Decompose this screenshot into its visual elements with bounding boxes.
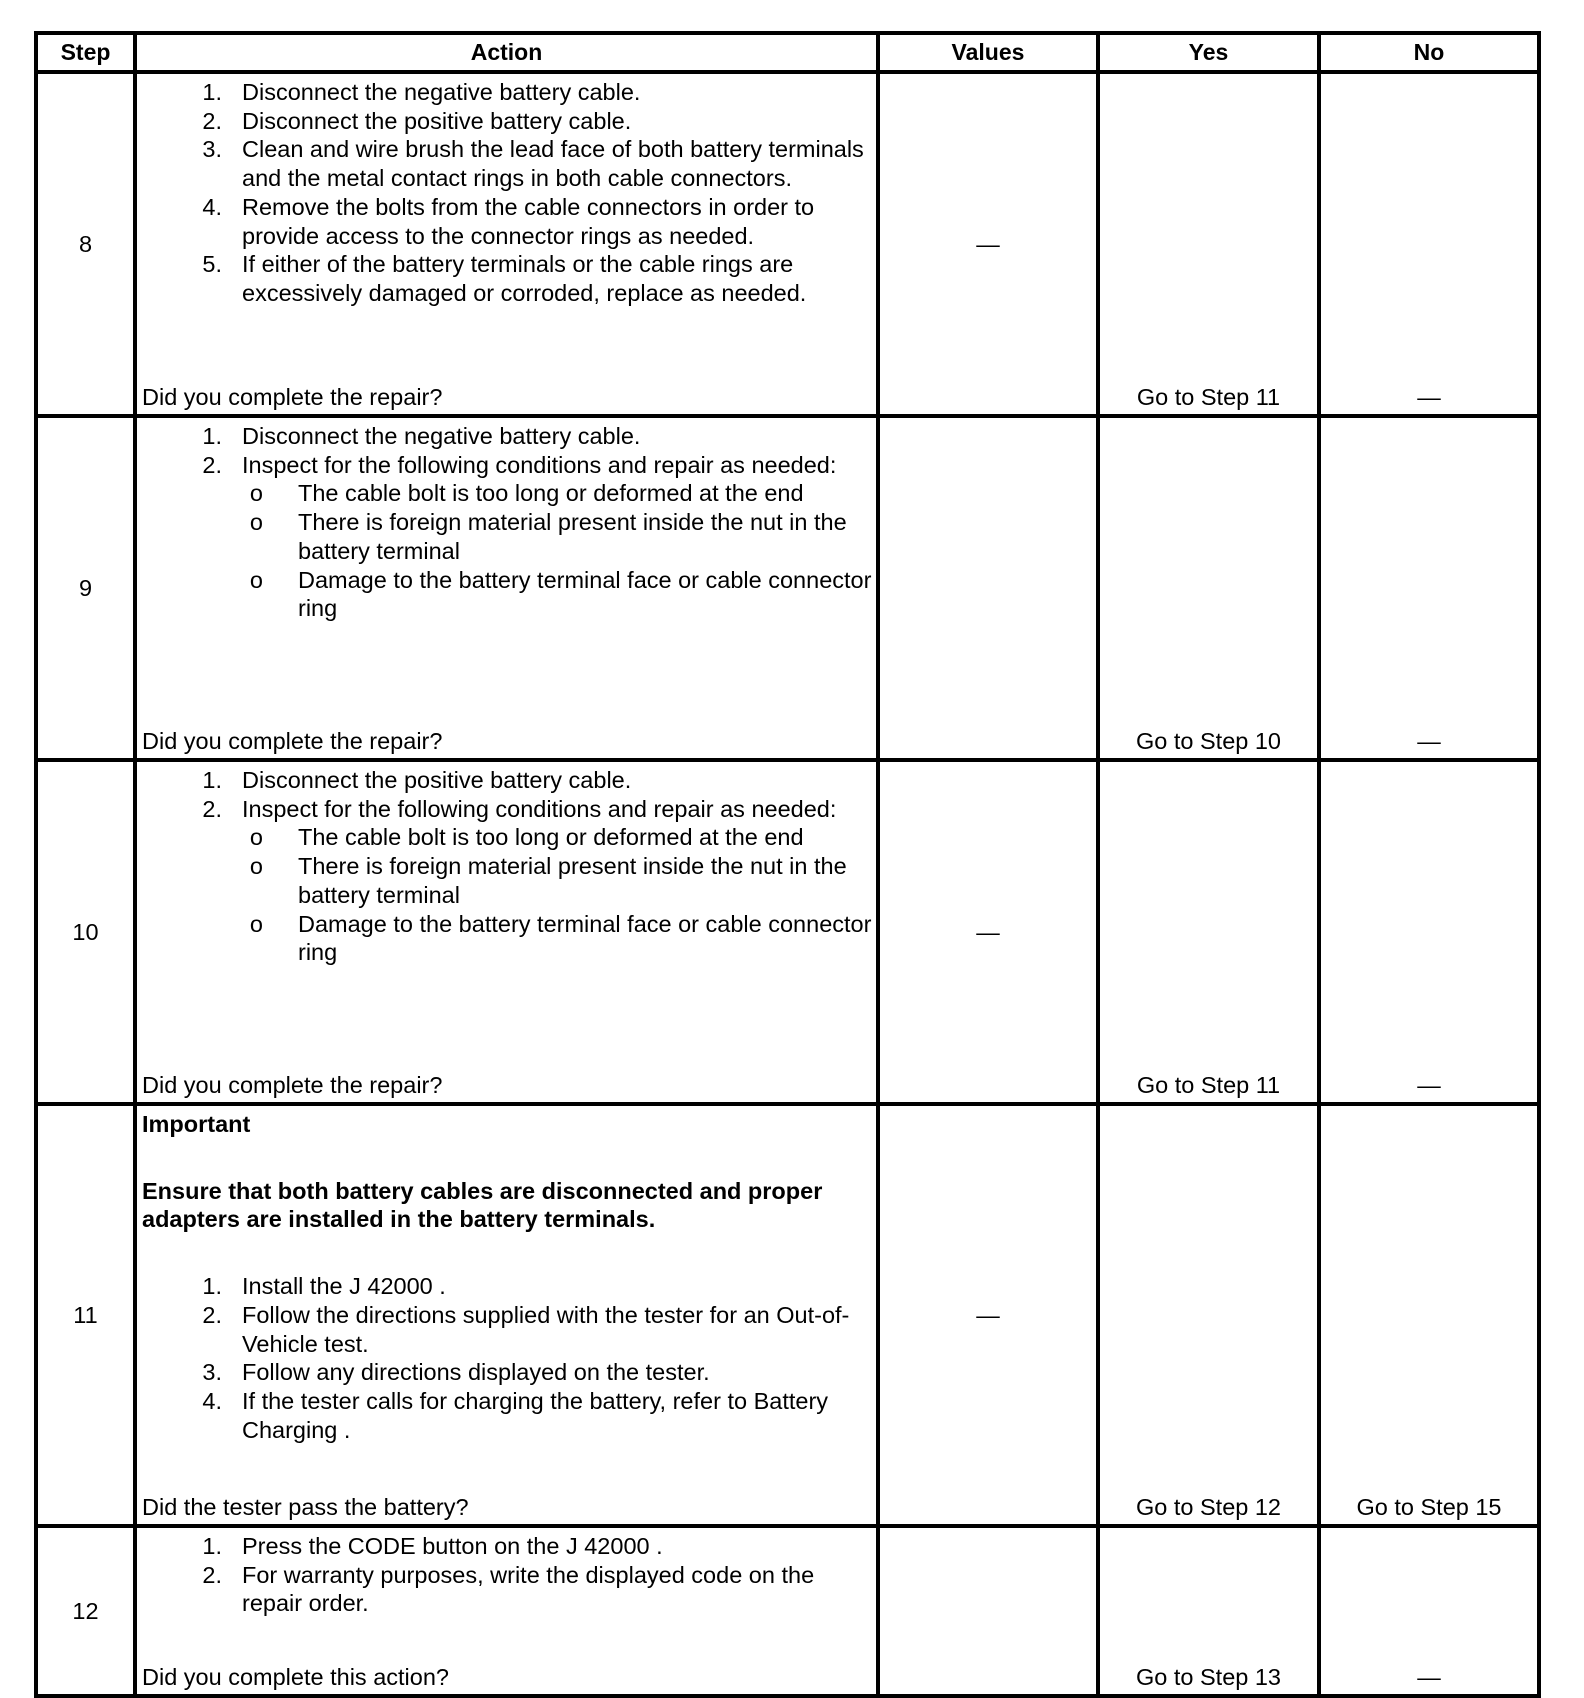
procedure-list — [142, 766, 872, 823]
header-no: No — [1319, 33, 1539, 72]
table-row-step-8 — [36, 72, 1539, 416]
header-action: Action — [135, 33, 878, 72]
procedure-list — [142, 78, 872, 308]
procedure-item: 1. Disconnect the negative battery cable. — [202, 423, 641, 449]
values-cell: — — [878, 760, 1098, 1104]
yes-cell: Go to Step 13 — [1098, 1526, 1319, 1696]
no-cell: Go to Step 15 — [1319, 1104, 1539, 1526]
action-cell — [135, 1526, 878, 1696]
values-cell: — — [878, 1104, 1098, 1526]
condition-item: o The cable bolt is too long or deformed at the end — [142, 823, 872, 852]
condition-list — [142, 479, 872, 623]
procedure-item: 5. If either of the battery terminals or the cable rings are excessively damaged or corroded, replace as needed. — [202, 251, 807, 306]
procedure-list — [142, 1532, 872, 1618]
procedure-item: 2. Inspect for the following conditions and repair as needed: — [202, 451, 837, 478]
header-step: Step — [36, 33, 135, 72]
header-values: Values — [878, 33, 1098, 72]
action-cell — [135, 1104, 878, 1526]
procedure-item: 1. Press the CODE button on the J 42000 . — [202, 1533, 663, 1559]
no-cell: — — [1319, 1526, 1539, 1696]
table-row-step-9 — [36, 416, 1539, 760]
procedure-item: 4. If the tester calls for charging the battery, refer to Battery Charging . — [202, 1387, 829, 1443]
procedure-item: 1. Install the J 42000 . — [202, 1273, 446, 1300]
bullet-icon: o — [249, 509, 263, 536]
procedure-list — [142, 1272, 872, 1444]
question-text: Did you complete the repair? — [142, 384, 443, 411]
diagnostic-table-sheet — [34, 31, 1537, 1698]
bullet-icon: o — [249, 566, 263, 593]
bullet-icon: o — [249, 480, 263, 507]
procedure-item: 2. Follow the directions supplied with the tester for an Out-of-Vehicle test. — [202, 1301, 850, 1357]
step-number: 9 — [36, 416, 135, 760]
procedure-item: 3. Follow any directions displayed on the tester. — [202, 1359, 710, 1386]
bullet-icon: o — [249, 853, 263, 880]
values-cell — [878, 416, 1098, 760]
condition-item: o Damage to the battery terminal face or cable connector ring — [142, 566, 872, 623]
no-cell: — — [1319, 72, 1539, 416]
action-cell — [135, 760, 878, 1104]
step-number: 12 — [36, 1526, 135, 1696]
bullet-icon: o — [249, 824, 263, 851]
no-cell: — — [1319, 760, 1539, 1104]
condition-item: o There is foreign material present inside the nut in the battery terminal — [142, 852, 872, 909]
procedure-item: 1. Disconnect the negative battery cable. — [202, 79, 641, 105]
procedure-list — [142, 422, 872, 479]
action-cell — [135, 416, 878, 760]
values-cell: — — [878, 72, 1098, 416]
table-row-step-10 — [36, 760, 1539, 1104]
important-note: Ensure that both battery cables are disconnected and proper adapters are installed in the battery terminals. — [142, 1177, 823, 1233]
condition-list — [142, 823, 872, 967]
procedure-item: 3. Clean and wire brush the lead face of both battery terminals and the metal contact rings in both cable connectors. — [202, 136, 864, 192]
table-row-step-11 — [36, 1104, 1539, 1526]
bullet-icon: o — [249, 910, 263, 937]
condition-item: o There is foreign material present inside the nut in the battery terminal — [142, 508, 872, 565]
question-text: Did you complete the repair? — [142, 1072, 443, 1099]
action-cell — [135, 72, 878, 416]
yes-cell: Go to Step 12 — [1098, 1104, 1319, 1526]
step-number: 11 — [36, 1104, 135, 1526]
condition-item: o Damage to the battery terminal face or cable connector ring — [142, 910, 872, 967]
yes-cell: Go to Step 11 — [1098, 760, 1319, 1104]
header-yes: Yes — [1098, 33, 1319, 72]
table-row-step-12 — [36, 1526, 1539, 1696]
yes-cell: Go to Step 10 — [1098, 416, 1319, 760]
values-cell — [878, 1526, 1098, 1696]
procedure-item: 2. For warranty purposes, write the displayed code on the repair order. — [202, 1561, 815, 1617]
table-header-row — [36, 33, 1539, 72]
yes-cell: Go to Step 11 — [1098, 72, 1319, 416]
procedure-item: 1. Disconnect the positive battery cable. — [202, 767, 632, 793]
no-cell: — — [1319, 416, 1539, 760]
step-number: 8 — [36, 72, 135, 416]
question-text: Did you complete the repair? — [142, 728, 443, 755]
question-text: Did you complete this action? — [142, 1664, 449, 1691]
procedure-item: 2. Disconnect the positive battery cable. — [202, 107, 632, 134]
question-text: Did the tester pass the battery? — [142, 1494, 469, 1521]
procedure-item: 4. Remove the bolts from the cable connectors in order to provide access to the connector rings as needed. — [202, 193, 815, 249]
condition-item: o The cable bolt is too long or deformed at the end — [142, 479, 872, 508]
diagnostic-steps-table — [34, 31, 1541, 1698]
step-number: 10 — [36, 760, 135, 1104]
important-title: Important — [142, 1111, 251, 1137]
procedure-item: 2. Inspect for the following conditions and repair as needed: — [202, 795, 837, 822]
